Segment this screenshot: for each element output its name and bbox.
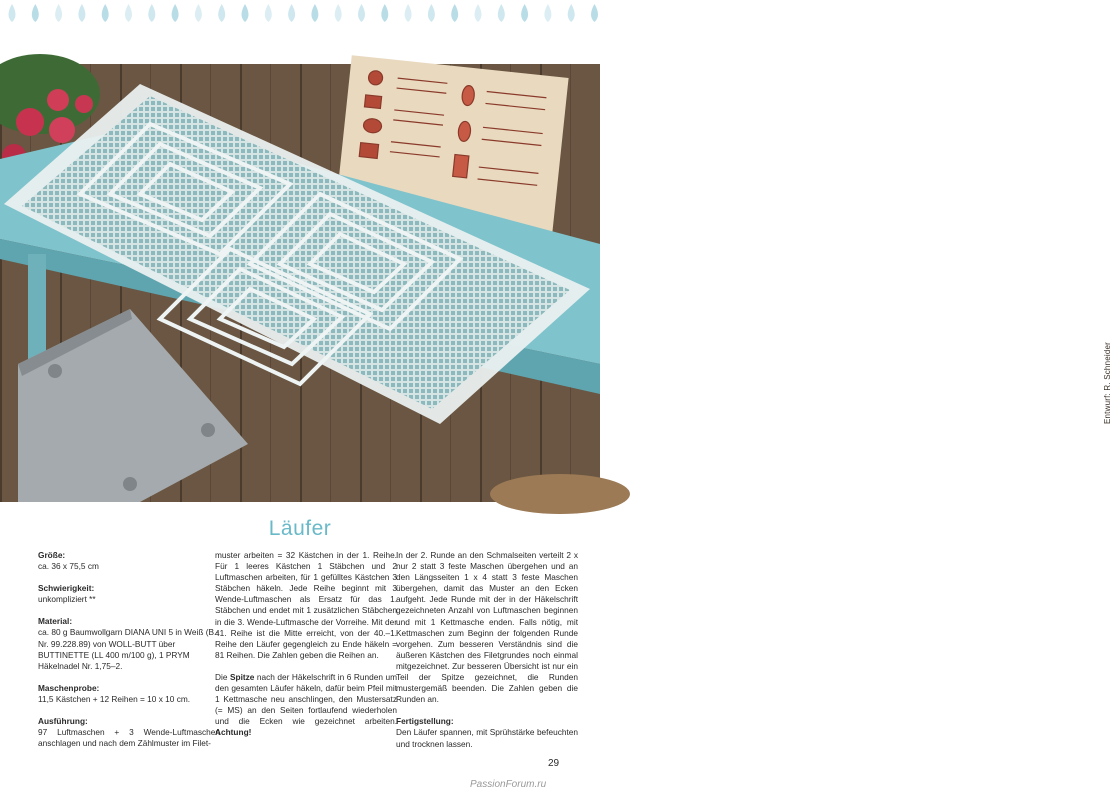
edging-instructions bbox=[215, 672, 397, 739]
photo-credit-wrap bbox=[555, 292, 1112, 424]
drop-pattern-icon bbox=[0, 0, 600, 34]
watermark: PassionForum.ru bbox=[470, 779, 547, 790]
column-3 bbox=[396, 550, 578, 750]
top-decorative-border bbox=[0, 0, 600, 34]
photo-credit: Entwurf: R. Schneider bbox=[1103, 341, 1112, 424]
size-label: Größe: bbox=[38, 550, 66, 560]
column-1 bbox=[38, 550, 220, 749]
pattern-instructions: muster arbeiten = 32 Kästchen in der 1. Reihe. Für 1 leeres Kästchen 1 Stäbchen und 2 Luftmaschen arbeiten, für 1 gefülltes Kästchen 3 Stäbchen häkeln. Jede Reihe beginnt mit 3 Wende-Luftmaschen als Ersatz für das 1. Stäbchen und endet mit 1 zusätzlichen Stäbchen in die 3. Wende-Luftmasche der Vorreihe. Mit der 41. Reihe ist die Mitte erreicht, von der 40.–1. Reihe den Läufer gegengleich zu Ende häkeln = 81 Reihen. Die Zahlen geben die Reihen an. bbox=[215, 550, 397, 660]
product-photo bbox=[0, 64, 1112, 502]
edging-warning: Achtung! bbox=[215, 727, 252, 738]
round-instructions: In der 2. Runde an den Schmalseiten verteilt 2 x nur 2 statt 3 feste Maschen übergehen und an den Längsseiten 1 x 4 statt 3 feste Maschen übergehen, damit das Muster an den Ecken aufgeht. Jede Runde mit der in der Häkelschrift gezeichneten Anzahl von Luftmaschen beginnen und mit 1 Kettmasche enden. Falls nötig, mit Kettmaschen zum Beginn der folgenden Runde vorgehen. Zum besseren Verständnis sind die äußeren Kästchen des Filetgrundes noch einmal mitgezeichnet. Zur besseren Übersicht ist nur ein Teil der Spitze gezeichnet, die Runden mustergemäß beenden. Die Zahlen geben die Runden an. bbox=[396, 550, 578, 705]
table-runner-photo bbox=[0, 64, 600, 502]
page-number: 29 bbox=[548, 758, 560, 769]
gauge-value: 11,5 Kästchen + 12 Reihen = 10 x 10 cm. bbox=[38, 693, 191, 704]
edging-prefix: Die bbox=[215, 671, 230, 682]
finish-value: Den Läufer spannen, mit Sprühstärke befeuchten und trocknen lassen. bbox=[396, 727, 578, 749]
finish-label: Fertigstellung: bbox=[396, 716, 454, 727]
difficulty-label: Schwierigkeit: bbox=[38, 583, 95, 594]
size-value: ca. 36 x 75,5 cm bbox=[38, 561, 99, 572]
difficulty-value: unkompliziert ** bbox=[38, 594, 96, 605]
edging-text: nach der Häkelschrift in 6 Runden um den gesamten Läufer häkeln, dafür beim Pfeil mit 1 Kettmasche neu anschlingen, den Mustersatz (= MS) an den Seiten fortlaufend wiederholen und die Ecken wie gezeichnet arbeiten. bbox=[215, 671, 397, 727]
column-2 bbox=[215, 550, 397, 739]
material-value: ca. 80 g Baumwollgarn DIANA UNI 5 in Weiß (B.-Nr. 99.228.89) von WOLL-BUTT über BUTTINETTE (LL 400 m/100 g), 1 PRYM Häkelnadel Nr. 1,75–2. bbox=[38, 627, 220, 671]
edging-keyword: Spitze bbox=[229, 671, 255, 682]
gauge-label: Maschenprobe: bbox=[38, 682, 100, 693]
execution-value: 97 Luftmaschen + 3 Wende-Luftmaschen anschlagen und nach dem Zählmuster im Filet- bbox=[38, 727, 220, 749]
material-label: Material: bbox=[38, 616, 73, 627]
page-title: Läufer bbox=[268, 517, 332, 540]
execution-label: Ausführung: bbox=[38, 716, 88, 727]
